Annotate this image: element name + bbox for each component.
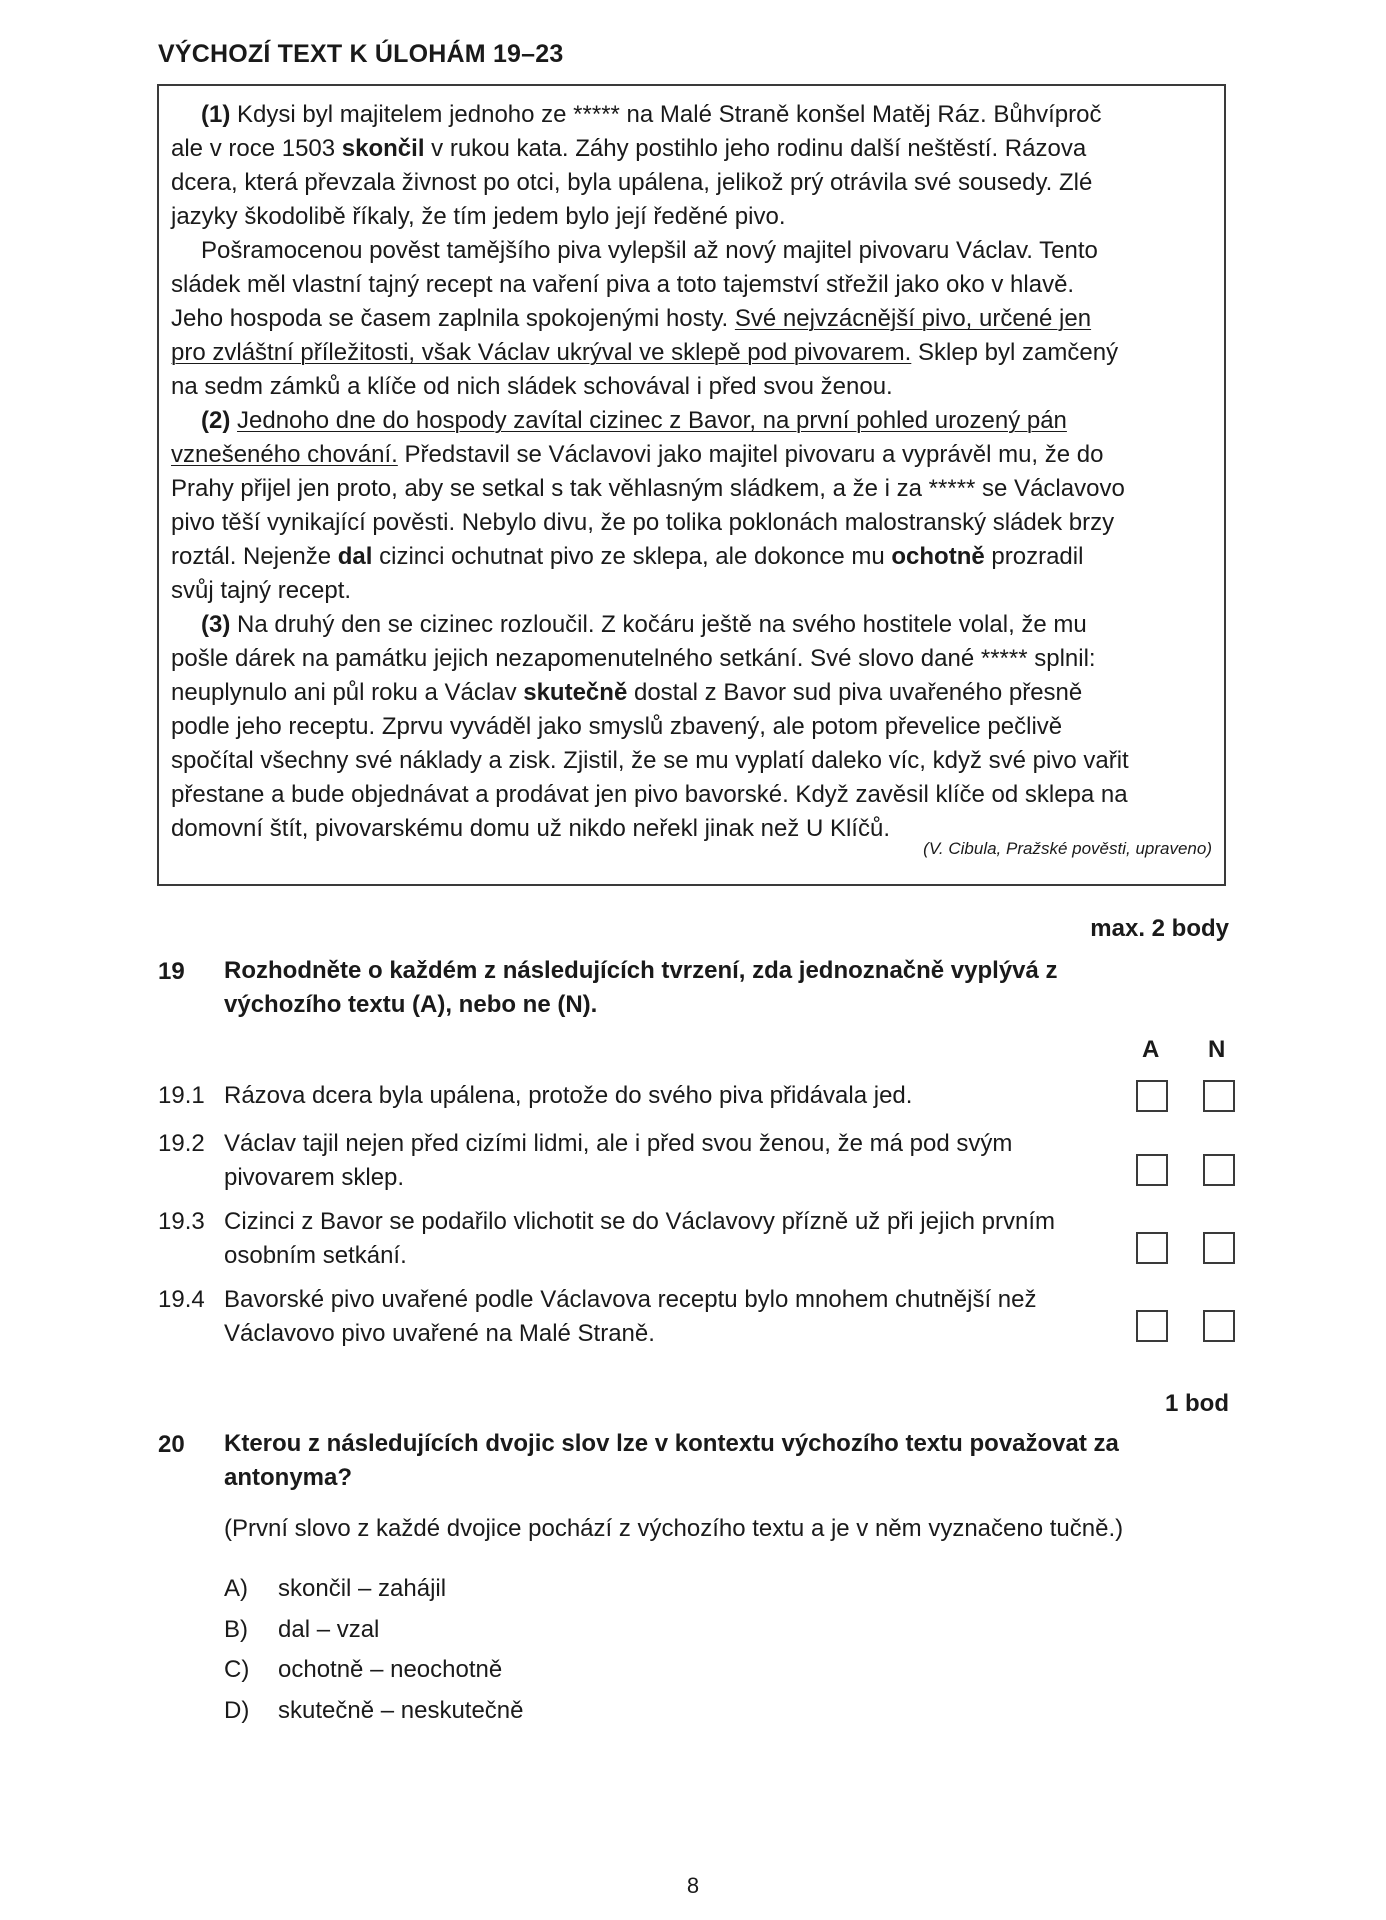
passage-text-segment: skutečně [523,679,628,706]
q19-number: 19 [158,958,185,985]
passage-text-segment: dcera, která převzala živnost po otci, byla upálena, jelikož prý otrávila své sousedy. Zlé [171,169,1093,196]
passage-text-segment: domovní štít, pivovarskému domu už nikdo neřekl jinak než U Klíčů. [171,815,890,842]
answer-a-checkbox-19-4[interactable] [1136,1310,1168,1342]
statement-id: 19.1 [158,1082,205,1109]
passage-text-segment: pro zvláštní příležitosti, však Václav ukrýval ve sklepě pod pivovarem. [171,339,912,366]
passage-line [171,336,1212,370]
passage-line [171,166,1212,200]
passage-line [171,132,1212,166]
q20-note: (První slovo z každé dvojice pochází z výchozího textu a je v něm vyznačeno tučně.) [224,1515,1124,1542]
answer-n-checkbox-19-3[interactable] [1203,1232,1235,1264]
passage-text-segment: Kdysi byl majitelem jednoho ze ***** na Malé Straně konšel Matěj Ráz. Bůhvíproč [230,101,1102,128]
passage-text-segment: (1) [201,101,231,128]
q20-points: 1 bod [1165,1390,1229,1417]
passage-text-segment: pošle dárek na památku jejich nezapomenutelného setkání. Své slovo dané ***** splnil: [171,645,1096,672]
option-text: dal – vzal [278,1616,380,1643]
passage-text-segment: spočítal všechny své náklady a zisk. Zjistil, že se mu vyplatí daleko víc, když své pivo vařit [171,747,1129,774]
passage-line [171,472,1212,506]
statement-text: Cizinci z Bavor se podařilo vlichotit se do Václavovy přízně už při jejich prvním osobním setkání. [224,1208,1056,1269]
option-text: skončil – zahájil [278,1575,447,1602]
section-heading: VÝCHOZÍ TEXT K ÚLOHÁM 19–23 [158,40,564,68]
source-text-lines [171,98,1212,846]
passage-line [171,574,1212,608]
q19-points: max. 2 body [1090,915,1229,942]
passage-text-segment: ale v roce 1503 [171,135,342,162]
answer-n-checkbox-19-2[interactable] [1203,1154,1235,1186]
passage-text-segment: Jednoho dne do hospody zavítal cizinec z Bavor, na první pohled urozený pán [237,407,1067,434]
passage-text-segment: cizinci ochutnat pivo ze sklepa, ale dokonce mu [372,543,892,570]
answer-a-checkbox-19-2[interactable] [1136,1154,1168,1186]
passage-line [171,200,1212,234]
passage-line [171,370,1212,404]
option-letter: C) [224,1656,250,1683]
passage-text-segment: (3) [201,611,231,638]
passage-line [171,642,1212,676]
source-text-box [157,84,1226,886]
q20-prompt: Kterou z následujících dvojic slov lze v kontextu výchozího textu považovat za antonyma? [224,1430,1119,1491]
statement-id: 19.4 [158,1286,205,1313]
statement-id: 19.3 [158,1208,205,1235]
passage-text-segment: neuplynulo ani půl roku a Václav [171,679,524,706]
passage-text-segment: vznešeného chování. [171,441,398,468]
q20-number: 20 [158,1431,185,1458]
statement-text: Václav tajil nejen před cizími lidmi, ale i před svou ženou, že má pod svým pivovarem sklep. [224,1130,1013,1191]
passage-line [171,540,1212,574]
passage-text-segment: podle jeho receptu. Zprvu vyváděl jako smyslů zbavený, ale potom převelice pečlivě [171,713,1063,740]
option-text: ochotně – neochotně [278,1656,503,1683]
passage-text-segment: Své nejvzácnější pivo, určené jen [734,305,1092,332]
passage-line [171,744,1212,778]
source-citation: (V. Cibula, Pražské pověsti, upraveno) [923,839,1212,858]
passage-text-segment: přestane a bude objednávat a prodávat jen pivo bavorské. Když zavěsil klíče od sklepa na [171,781,1128,808]
answer-n-checkbox-19-1[interactable] [1203,1080,1235,1112]
passage-line [171,506,1212,540]
passage-text-segment: Sklep byl zamčený [911,339,1119,366]
passage-text-segment: dostal z Bavor sud piva uvařeného přesně [627,679,1083,706]
statement-text: Bavorské pivo uvařené podle Václavova receptu bylo mnohem chutnější než Václavovo pivo uvařené na Malé Straně. [224,1286,1037,1347]
option-letter: B) [224,1616,248,1643]
passage-text-segment: Prahy přijel jen proto, aby se setkal s tak věhlasným sládkem, a že i za ***** se Václavovo [171,475,1125,502]
answer-option-a[interactable] [224,1575,446,1603]
passage-line [171,710,1212,744]
passage-text-segment: Jeho hospoda se časem zaplnila spokojenými hosty. [171,305,735,332]
passage-line [171,404,1212,438]
passage-line [171,676,1212,710]
statement-id: 19.2 [158,1130,205,1157]
statement-text: Rázova dcera byla upálena, protože do svého piva přidávala jed. [224,1082,913,1109]
answer-option-b[interactable] [224,1616,379,1644]
passage-text-segment: dal [337,543,373,570]
passage-text-segment: sládek měl vlastní tajný recept na vaření piva a toto tajemství střežil jako oko v hlavě. [171,271,1075,298]
column-n-label: N [1208,1036,1226,1063]
page-number: 8 [686,1873,700,1898]
passage-line [171,234,1212,268]
passage-text-segment: svůj tajný recept. [171,577,352,604]
column-a-label: A [1142,1036,1160,1063]
option-letter: A) [224,1575,248,1602]
passage-line [171,608,1212,642]
answer-a-checkbox-19-3[interactable] [1136,1232,1168,1264]
q19-prompt: Rozhodněte o každém z následujících tvrzení, zda jednoznačně vyplývá z výchozího textu (A), nebo ne (N). [224,957,1058,1018]
passage-text-segment [230,407,237,434]
option-text: skutečně – neskutečně [278,1697,524,1724]
option-letter: D) [224,1697,250,1724]
answer-a-checkbox-19-1[interactable] [1136,1080,1168,1112]
passage-text-segment: Představil se Václavovi jako majitel pivovaru a vyprávěl mu, že do [397,441,1104,468]
passage-line [171,778,1212,812]
passage-text-segment: (2) [201,407,231,434]
passage-line [171,438,1212,472]
answer-option-c[interactable] [224,1656,502,1684]
passage-text-segment: roztál. Nejenže [171,543,338,570]
passage-text-segment: Na druhý den se cizinec rozloučil. Z kočáru ještě na svého hostitele volal, že mu [230,611,1087,638]
passage-text-segment: na sedm zámků a klíče od nich sládek schovával i před svou ženou. [171,373,893,400]
passage-text-segment: v rukou kata. Záhy postihlo jeho rodinu další neštěstí. Rázova [424,135,1087,162]
passage-line [171,98,1212,132]
answer-n-checkbox-19-4[interactable] [1203,1310,1235,1342]
passage-text-segment: ochotně [891,543,985,570]
passage-text-segment: jazyky škodolibě říkaly, že tím jedem bylo její ředěné pivo. [171,203,786,230]
passage-line [171,268,1212,302]
answer-option-d[interactable] [224,1697,524,1725]
passage-text-segment: skončil [341,135,425,162]
passage-text-segment: pivo těší vynikající pověsti. Nebylo divu, že po tolika poklonách malostranský sládek brzy [171,509,1115,536]
passage-text-segment: prozradil [984,543,1084,570]
passage-line [171,302,1212,336]
passage-text-segment: Pošramocenou pověst tamějšího piva vylepšil až nový majitel pivovaru Václav. Tento [201,237,1098,264]
